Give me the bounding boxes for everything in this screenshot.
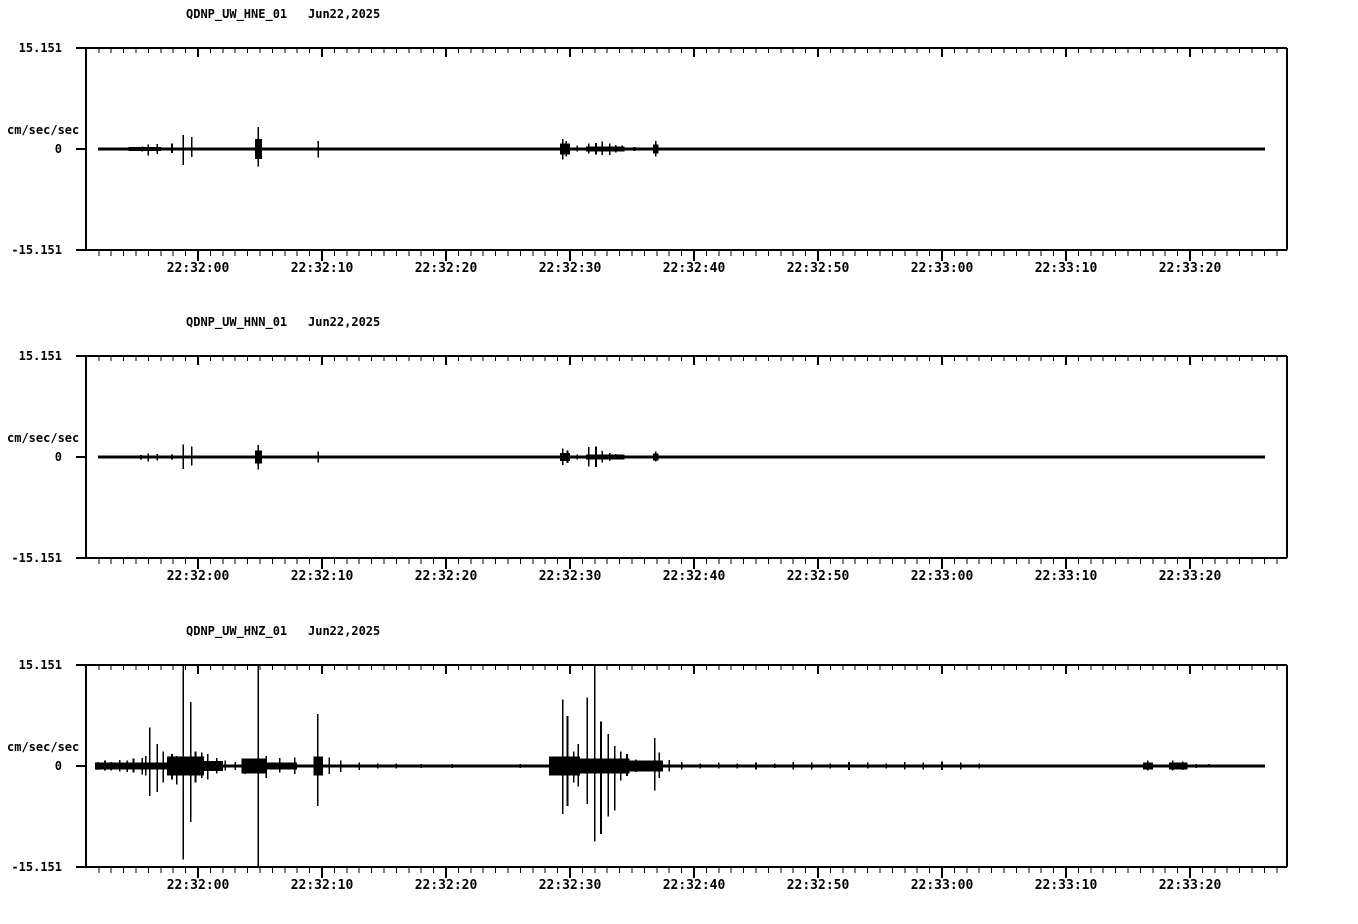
x-tick-label: 22:33:00 xyxy=(910,569,974,584)
x-tick-label: 22:32:00 xyxy=(166,569,230,584)
x-tick-label: 22:32:50 xyxy=(786,569,850,584)
x-tick-label: 22:33:20 xyxy=(1158,261,1222,276)
panel-2-title xyxy=(186,315,606,331)
x-tick-label: 22:32:30 xyxy=(538,261,602,276)
x-tick-label: 22:32:20 xyxy=(414,569,478,584)
channel-id: QDNP_UW_HNZ_01 xyxy=(186,624,288,638)
y-units-label: cm/sec/sec xyxy=(7,740,80,754)
y-units-label: cm/sec/sec xyxy=(7,123,80,137)
x-tick-label: 22:33:00 xyxy=(910,261,974,276)
date-label: Jun22,2025 xyxy=(308,7,381,21)
x-tick-label: 22:32:20 xyxy=(414,261,478,276)
y-zero-label: 0 xyxy=(54,142,62,156)
y-min-label: -15.151 xyxy=(11,551,62,565)
x-tick-label: 22:32:40 xyxy=(662,878,726,893)
y-min-label: -15.151 xyxy=(11,860,62,874)
x-tick-label: 22:32:30 xyxy=(538,878,602,893)
y-max-label: 15.151 xyxy=(18,41,62,55)
channel-id: QDNP_UW_HNN_01 xyxy=(186,315,288,329)
x-tick-label: 22:32:10 xyxy=(290,878,354,893)
y-min-label: -15.151 xyxy=(11,243,62,257)
y-zero-label: 0 xyxy=(54,759,62,773)
x-tick-label: 22:32:50 xyxy=(786,261,850,276)
y-units-label: cm/sec/sec xyxy=(7,431,80,445)
x-tick-label: 22:33:20 xyxy=(1158,878,1222,893)
x-tick-label: 22:32:40 xyxy=(662,261,726,276)
x-tick-label: 22:33:10 xyxy=(1034,569,1098,584)
y-max-label: 15.151 xyxy=(18,349,62,363)
date-label: Jun22,2025 xyxy=(308,624,381,638)
channel-id: QDNP_UW_HNE_01 xyxy=(186,7,288,21)
x-tick-label: 22:33:10 xyxy=(1034,261,1098,276)
x-tick-label: 22:32:20 xyxy=(414,878,478,893)
x-tick-label: 22:33:00 xyxy=(910,878,974,893)
x-tick-label: 22:32:10 xyxy=(290,569,354,584)
x-tick-label: 22:32:50 xyxy=(786,878,850,893)
panel-1-title xyxy=(186,7,606,23)
x-tick-label: 22:32:00 xyxy=(166,878,230,893)
x-tick-label: 22:33:10 xyxy=(1034,878,1098,893)
x-tick-label: 22:32:10 xyxy=(290,261,354,276)
x-tick-label: 22:33:20 xyxy=(1158,569,1222,584)
date-label: Jun22,2025 xyxy=(308,315,381,329)
y-zero-label: 0 xyxy=(54,450,62,464)
x-tick-label: 22:32:30 xyxy=(538,569,602,584)
x-tick-label: 22:32:40 xyxy=(662,569,726,584)
panel-3-title xyxy=(186,624,606,640)
y-max-label: 15.151 xyxy=(18,658,62,672)
x-tick-label: 22:32:00 xyxy=(166,261,230,276)
